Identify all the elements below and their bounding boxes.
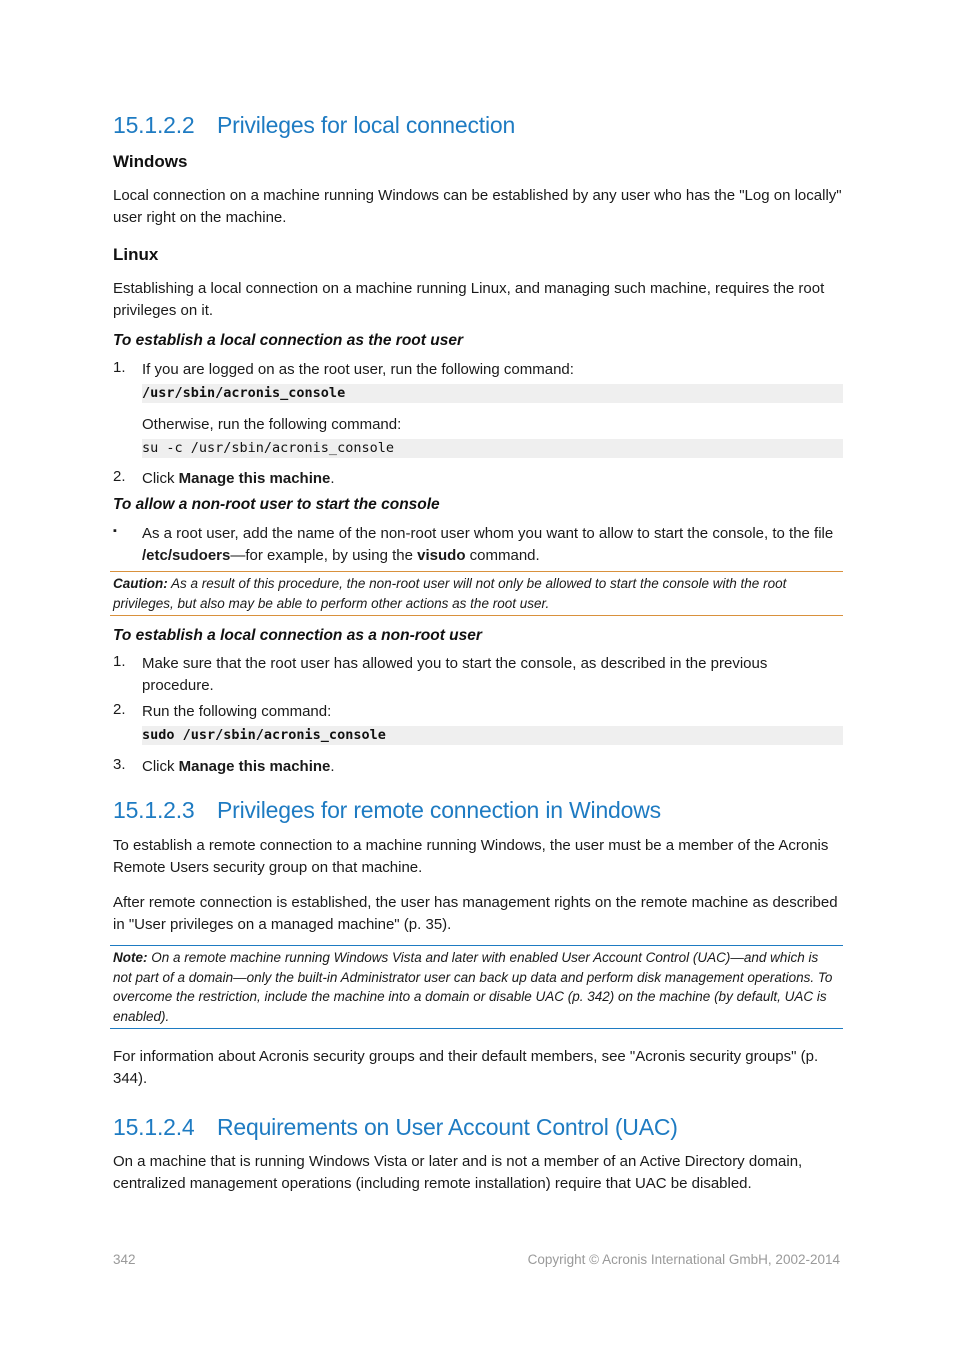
code-block: su -c /usr/sbin/acronis_console (142, 439, 843, 458)
procedure-title-nonroot-console: To allow a non-root user to start the console (113, 496, 440, 513)
note-label: Note: (113, 950, 148, 965)
caution-label: Caution: (113, 576, 168, 591)
windows-paragraph: Local connection on a machine running Windows can be established by any user who has the "Log on locally" user right on the machine. (113, 187, 842, 226)
otherwise-text: Otherwise, run the following command: (142, 416, 402, 433)
ui-term: Manage this machine (178, 758, 331, 775)
page-number: 342 (113, 1252, 136, 1267)
list-marker: 2. (113, 468, 126, 485)
copyright-text: Copyright © Acronis International GmbH, 2002-2014 (527, 1252, 840, 1267)
linux-paragraph: Establishing a local connection on a machine running Linux, and managing such machine, requires the root privileges on it. (113, 280, 825, 319)
list-item-text: Make sure that the root user has allowed you to start the console, as described in the previous procedure. (142, 655, 768, 694)
list-item-text: Run the following command: (142, 703, 332, 720)
section-number: 15.1.2.2 (113, 112, 195, 138)
list-item-text: If you are logged on as the root user, run the following command: (142, 361, 574, 378)
paragraph: After remote connection is established, the user has management rights on the remote machine as described in "User privileges on a managed machine" (p. 35). (113, 894, 838, 933)
section-heading-15-1-2-3 (113, 797, 661, 824)
list-item-text: As a root user, add the name of the non-root user whom you want to allow to start the console, to the file /etc/sudoers—for example, by using the visudo command. (142, 525, 834, 564)
paragraph: For information about Acronis security groups and their default members, see "Acronis security groups" (p. 344). (113, 1048, 819, 1087)
paragraph: On a machine that is running Windows Vista or later and is not a member of an Active Directory domain, centralized management operations (including remote installation) require that UAC be disabled. (113, 1153, 803, 1192)
command-name: visudo (417, 546, 466, 564)
caution-text: As a result of this procedure, the non-root user will not only be allowed to start the console with the root privileges, but also may be able to perform other actions as the root user. (113, 576, 787, 611)
ui-term: Manage this machine (178, 470, 331, 487)
section-title: Privileges for remote connection in Windows (217, 797, 661, 823)
procedure-title-nonroot: To establish a local connection as a non-root user (113, 627, 482, 644)
section-heading-15-1-2-2 (113, 112, 515, 139)
section-number: 15.1.2.4 (113, 1114, 195, 1140)
code-block: sudo /usr/sbin/acronis_console (142, 726, 843, 745)
caution-box (110, 571, 843, 616)
section-title: Privileges for local connection (217, 112, 516, 138)
section-heading-15-1-2-4 (113, 1114, 678, 1141)
linux-heading: Linux (113, 245, 159, 264)
windows-heading: Windows (113, 152, 188, 171)
list-marker: 2. (113, 701, 126, 718)
list-marker: 3. (113, 756, 126, 773)
section-number: 15.1.2.3 (113, 797, 195, 823)
note-text: On a remote machine running Windows Vista and later with enabled User Account Control (UAC)—and which is not part of a domain—only the built-in Administrator user can back up data and perform disk management operations. To overcome the restriction, include the machine into a domain or disable UAC (p. 342) on the machine (by default, UAC is enabled). (113, 950, 833, 1024)
list-marker: 1. (113, 653, 126, 670)
paragraph: To establish a remote connection to a machine running Windows, the user must be a member of the Acronis Remote Users security group on that machine. (113, 837, 829, 876)
code-block: /usr/sbin/acronis_console (142, 384, 843, 403)
note-box (110, 945, 843, 1029)
list-item-text: Click Manage this machine. (142, 470, 335, 487)
procedure-title-root: To establish a local connection as the root user (113, 332, 463, 349)
section-title: Requirements on User Account Control (UAC) (217, 1114, 678, 1140)
list-item-text: Click Manage this machine. (142, 758, 335, 775)
file-path: /etc/sudoers (142, 546, 231, 564)
bullet-marker: ▪ (113, 525, 117, 537)
list-marker: 1. (113, 359, 126, 376)
